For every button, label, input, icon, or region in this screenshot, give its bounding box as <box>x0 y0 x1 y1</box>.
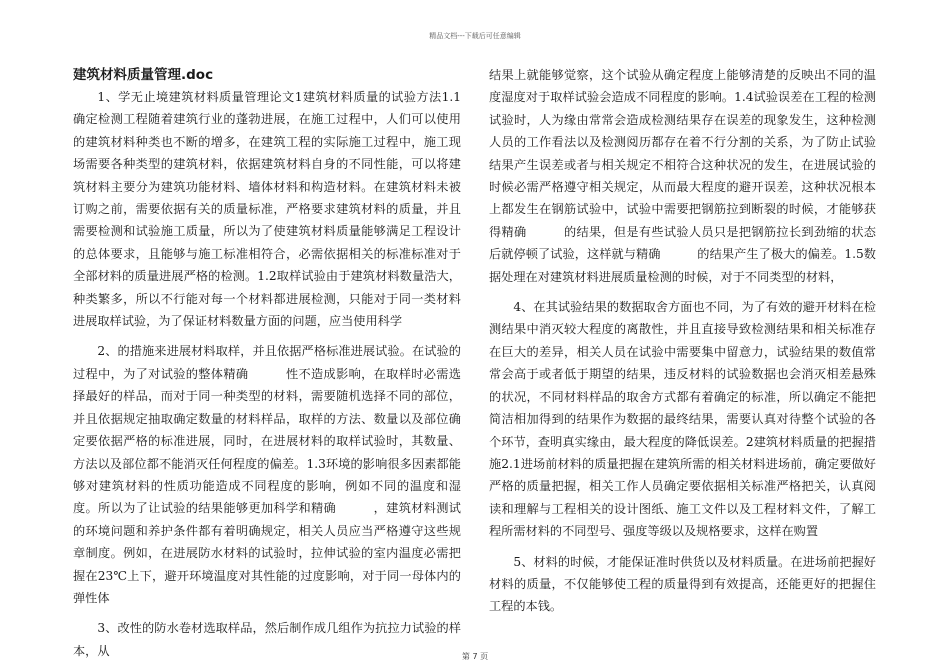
document-title: 建筑材料质量管理.doc <box>73 67 214 83</box>
paragraph-3: 3、改性的防水卷材选取样品，然后制作成几组作为抗拉力试验的样本，从 <box>73 621 461 658</box>
left-column <box>73 64 461 662</box>
paragraph-5: 5、材料的时候，才能保证准时供货以及材料质量。在进场前把握好材料的质量，不仅能够使工程的质量得到有效提高，还能更好的把握住工程的本钱。 <box>489 554 876 614</box>
paragraph-1: 1、学无止境建筑材料质量管理论文1建筑材料质量的试验方法1.1确定检测工程随着建筑行业的蓬勃进展，在施工过程中，人们可以使用的建筑材料种类也不断的增多，在建筑工程的实际施工过程中，施工现场需要各种类型的建筑材料，依据建筑材料自身的不同性能，可以将建筑材料主要分为建筑功能材料、墙体材料和构造材料。在建筑材料未被订购之前，需要依据有关的质量标准，严格要求建筑材料的质量，并且需要检测和试验施工质量，所以为了使建筑材料质量能够满足工程设计的总体要求，且能够与施工标准相符合，必需依据相关的标准标准对于全部材料的质量进展严格的检测。1.2取样试验由于建筑材料数量浩大，种类繁多，所以不行能对每一个材料都进展检测，只能对于同一类材料进展取样试验，为了保证材料数量方面的问题，应当使用科学 <box>73 90 461 329</box>
paragraph-gap <box>489 543 876 551</box>
paragraph-2: 2、的措施来进展材料取样，并且依据严格标准进展试验。在试验的过程中，为了对试验的整体精确 性不造成影响，在取样时必需选择最好的样品，而对于同一种类型的材料，需要随机选择不同的部位，并且依据规定抽取确定数量的材料样品，取样的方法、数量以及部位确定要依据严格的标准进展，同时，在进展材料的取样试验时，其数量、方法以及部位都不能消灭任何程度的偏差。1.3环境的影响很多因素都能够对建筑材料的性质功能造成不同程度的影响，例如不同的温度和湿度。所以为了让试验的结果能够更加科学和精确 ，建筑材料测试的环境问题和养护条件都有着明确规定，相关人员应当严格遵守这些规章制度。例如，在进展防水材料的试验时，拉伸试验的室内温度必需把握在23℃上下，避开环境温度对其性能的过度影响，对于同一母体内的弹性体 <box>73 344 461 605</box>
paragraph-gap <box>73 332 461 340</box>
paragraph-gap <box>489 288 876 296</box>
page-header: 精品文档---下载后可任意编辑 <box>429 32 521 40</box>
right-column <box>489 64 876 618</box>
page-number: 第 7 页 <box>461 652 489 661</box>
paragraph-gap <box>73 609 461 617</box>
paragraph-4: 4、在其试验结果的数据取舍方面也不同，为了有效的避开材料在检测结果中消灭较大程度的离散性，并且直接导致检测结果和相关标准存在巨大的差异，相关人员在试验中需要集中留意力，试验结果的数值常常会高于或者低于期望的结果，违反材料的试验数据也会消灭相差悬殊的状况，不同材料样品的取舍方式都有着确定的标准，所以确定不能把简洁相加得到的结果作为数据的最终结果，需要认真对待整个试验的各个环节，查明真实缘由，最大程度的降低误差。2建筑材料质量的把握措施2.1进场前材料的质量把握在建筑所需的相关材料进场前，确定要做好严格的质量把握，相关工作人员确定要依据相关标准严格把关，认真阅读和理解与工程相关的设计图纸、施工文件以及工程材料文件，了解工程所需材料的不同型号、强度等级以及规格要求，这样在购置 <box>489 300 876 539</box>
paragraph-3-continued: 结果上就能够觉察，这个试验从确定程度上能够清楚的反映出不同的温度湿度对于取样试验会造成不同程度的影响。1.4试验误差在工程的检测试验时，人为缘由常常会造成检测结果存在误差的现象发生，这种检测人员的工作看法以及检测阅历都存在着不行分割的关系，为了防止试验结果产生误差或者与相关规定不相符合这种状况的发生，在进展试验的时候必需严格遵守相关规定，从而最大程度的避开误差，这种状况根本上都发生在钢筋试验中，试验中需要把钢筋拉到断裂的时候，才能够获得精确 的结果，但是有些试验人员只是把钢筋拉长到劲缩的状态后就停顿了试验，这样就与精确 的结果产生了极大的偏差。1.5数据处理在对建筑材料进展质量检测的时候，对于不同类型的材料， <box>489 68 876 284</box>
